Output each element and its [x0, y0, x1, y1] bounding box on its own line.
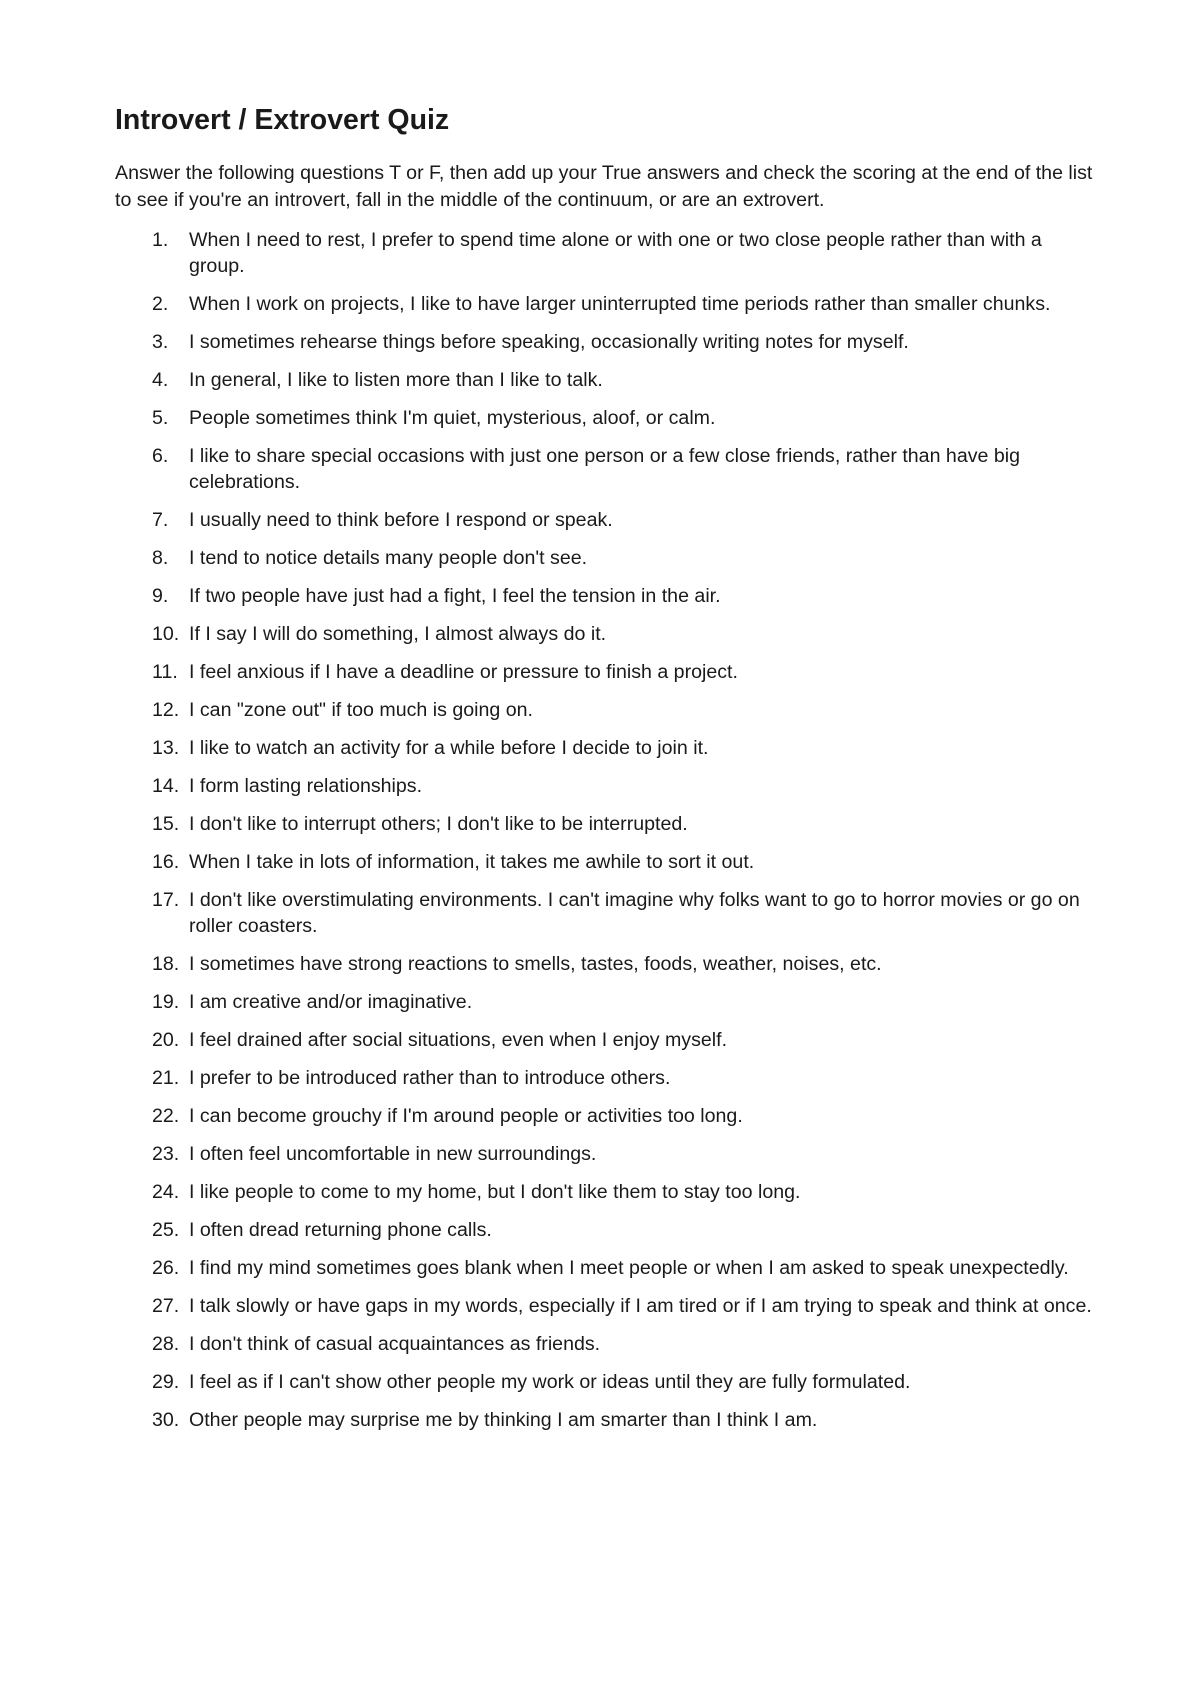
question-text: I am creative and/or imaginative. — [189, 991, 473, 1013]
question-item — [115, 1141, 1100, 1167]
page-title: Introvert / Extrovert Quiz — [115, 104, 450, 136]
question-number: 10. — [152, 623, 180, 645]
question-text: When I take in lots of information, it takes me awhile to sort it out. — [189, 851, 755, 873]
question-item — [115, 1255, 1100, 1281]
question-number: 25. — [152, 1219, 180, 1241]
question-item — [115, 1407, 1100, 1433]
question-number: 6. — [152, 445, 169, 467]
question-item — [115, 1065, 1100, 1091]
question-text: I can become grouchy if I'm around people or activities too long. — [189, 1105, 743, 1127]
question-item — [115, 1217, 1100, 1243]
question-item — [115, 951, 1100, 977]
question-text: I don't think of casual acquaintances as friends. — [189, 1333, 601, 1355]
question-number: 30. — [152, 1409, 180, 1431]
question-number: 18. — [152, 953, 180, 975]
question-item — [115, 1331, 1100, 1357]
question-text: Other people may surprise me by thinking I am smarter than I think I am. — [189, 1409, 818, 1431]
question-text: I like to watch an activity for a while before I decide to join it. — [189, 737, 709, 759]
question-text: I don't like to interrupt others; I don't like to be interrupted. — [189, 813, 688, 835]
question-item — [115, 443, 1100, 495]
question-text: If I say I will do something, I almost always do it. — [189, 623, 607, 645]
question-item — [115, 811, 1100, 837]
question-text: When I work on projects, I like to have larger uninterrupted time periods rather than smaller chunks. — [189, 293, 1051, 315]
question-item — [115, 1027, 1100, 1053]
question-number: 26. — [152, 1257, 180, 1279]
question-item — [115, 405, 1100, 431]
question-text: In general, I like to listen more than I like to talk. — [189, 369, 603, 391]
question-item — [115, 697, 1100, 723]
question-text: I can "zone out" if too much is going on. — [189, 699, 533, 721]
question-text: I form lasting relationships. — [189, 775, 423, 797]
question-number: 3. — [152, 331, 169, 353]
question-item — [115, 849, 1100, 875]
question-text: When I need to rest, I prefer to spend time alone or with one or two close people rather than with a group. — [189, 229, 1042, 277]
question-number: 8. — [152, 547, 169, 569]
question-item — [115, 583, 1100, 609]
question-text: I usually need to think before I respond or speak. — [189, 509, 613, 531]
question-item — [115, 1369, 1100, 1395]
question-text: I feel drained after social situations, even when I enjoy myself. — [189, 1029, 728, 1051]
question-item — [115, 735, 1100, 761]
question-item — [115, 227, 1100, 279]
question-item — [115, 659, 1100, 685]
question-number: 16. — [152, 851, 180, 873]
question-number: 13. — [152, 737, 180, 759]
question-item — [115, 1293, 1100, 1319]
question-number: 9. — [152, 585, 169, 607]
question-item — [115, 329, 1100, 355]
question-item — [115, 291, 1100, 317]
question-text: I like to share special occasions with just one person or a few close friends, rather than have big celebrations. — [189, 445, 1021, 493]
question-number: 29. — [152, 1371, 180, 1393]
document-page — [115, 96, 1100, 1445]
question-item — [115, 621, 1100, 647]
question-item — [115, 367, 1100, 393]
question-text: I sometimes have strong reactions to smells, tastes, foods, weather, noises, etc. — [189, 953, 882, 975]
question-text: I sometimes rehearse things before speaking, occasionally writing notes for myself. — [189, 331, 909, 353]
question-number: 11. — [152, 661, 178, 683]
question-text: I don't like overstimulating environments. I can't imagine why folks want to go to horror movies or go on roller coasters. — [189, 889, 1080, 937]
question-number: 14. — [152, 775, 180, 797]
question-item — [115, 545, 1100, 571]
question-number: 20. — [152, 1029, 180, 1051]
question-text: I prefer to be introduced rather than to introduce others. — [189, 1067, 671, 1089]
question-text: I tend to notice details many people don't see. — [189, 547, 588, 569]
question-item — [115, 507, 1100, 533]
question-item — [115, 1103, 1100, 1129]
question-number: 12. — [152, 699, 180, 721]
question-text: People sometimes think I'm quiet, mysterious, aloof, or calm. — [189, 407, 716, 429]
question-number: 28. — [152, 1333, 180, 1355]
question-item — [115, 887, 1100, 939]
question-number: 17. — [152, 889, 180, 911]
question-text: I feel anxious if I have a deadline or pressure to finish a project. — [189, 661, 738, 683]
question-text: I often feel uncomfortable in new surroundings. — [189, 1143, 597, 1165]
question-text: I like people to come to my home, but I don't like them to stay too long. — [189, 1181, 801, 1203]
question-text: I find my mind sometimes goes blank when I meet people or when I am asked to speak unexpectedly. — [189, 1257, 1069, 1279]
question-number: 23. — [152, 1143, 180, 1165]
question-number: 19. — [152, 991, 180, 1013]
question-number: 1. — [152, 229, 169, 251]
question-number: 7. — [152, 509, 169, 531]
question-number: 22. — [152, 1105, 180, 1127]
question-number: 21. — [152, 1067, 180, 1089]
question-text: I feel as if I can't show other people my work or ideas until they are fully formulated. — [189, 1371, 911, 1393]
question-number: 4. — [152, 369, 169, 391]
intro-paragraph: Answer the following questions T or F, then add up your True answers and check the scoring at the end of the list to see if you're an introvert, fall in the middle of the continuum, or are an extrovert. — [115, 162, 1093, 211]
question-list — [115, 227, 1100, 1433]
question-text: If two people have just had a fight, I feel the tension in the air. — [189, 585, 721, 607]
question-item — [115, 989, 1100, 1015]
question-number: 15. — [152, 813, 180, 835]
question-number: 27. — [152, 1295, 180, 1317]
question-number: 24. — [152, 1181, 180, 1203]
question-text: I talk slowly or have gaps in my words, especially if I am tired or if I am trying to speak and think at once. — [189, 1295, 1092, 1317]
question-text: I often dread returning phone calls. — [189, 1219, 492, 1241]
question-number: 2. — [152, 293, 169, 315]
question-item — [115, 1179, 1100, 1205]
question-item — [115, 773, 1100, 799]
question-number: 5. — [152, 407, 169, 429]
